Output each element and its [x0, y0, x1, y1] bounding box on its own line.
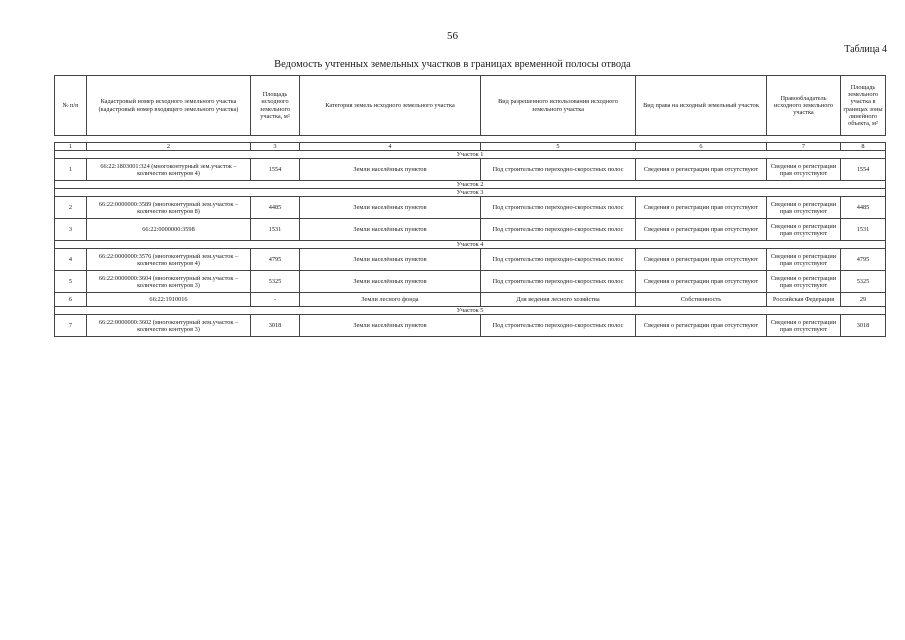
cell-owner: Сведения о регистрации прав отсутствуют — [767, 271, 841, 293]
col-header-zone-area: Площадь земельного участка в границах зоны линейного объекта, м² — [841, 76, 886, 136]
cell-category: Земли населённых пунктов — [300, 315, 481, 337]
col-header-cadastral: Кадастровый номер исходного земельного участка (кадастровый номер входящего земельного участка) — [87, 76, 251, 136]
table-row — [55, 271, 886, 293]
cell-number: 1 — [55, 159, 87, 181]
cell-owner: Сведения о регистрации прав отсутствуют — [767, 315, 841, 337]
column-number: 2 — [87, 143, 251, 151]
cell-number: 4 — [55, 249, 87, 271]
cell-permitted-use: Под строительство переходно-скоростных полос — [481, 271, 636, 293]
cell-right-type: Сведения о регистрации прав отсутствуют — [636, 159, 767, 181]
cell-cadastral: 66:22:0000000:3598 — [87, 219, 251, 241]
cell-permitted-use: Для ведения лесного хозяйства — [481, 293, 636, 307]
column-number: 6 — [636, 143, 767, 151]
col-header-owner: Правообладатель исходного земельного участка — [767, 76, 841, 136]
cell-zone-area: 4485 — [841, 197, 886, 219]
section-row — [55, 189, 886, 197]
cell-owner: Российская Федерация — [767, 293, 841, 307]
cell-permitted-use: Под строительство переходно-скоростных полос — [481, 159, 636, 181]
cell-zone-area: 29 — [841, 293, 886, 307]
col-header-right-type: Вид права на исходный земельный участок — [636, 76, 767, 136]
cell-right-type: Сведения о регистрации прав отсутствуют — [636, 219, 767, 241]
column-numbers-row — [55, 143, 886, 151]
column-number: 1 — [55, 143, 87, 151]
cell-category: Земли населённых пунктов — [300, 159, 481, 181]
cell-permitted-use: Под строительство переходно-скоростных полос — [481, 315, 636, 337]
cell-zone-area: 5325 — [841, 271, 886, 293]
cell-zone-area: 4795 — [841, 249, 886, 271]
cell-area: 1554 — [251, 159, 300, 181]
cell-cadastral: 66:22:1910016 — [87, 293, 251, 307]
cell-cadastral: 66:22:0000000:3576 (многоконтурный зем.участок – количество контуров 4) — [87, 249, 251, 271]
cell-permitted-use: Под строительство переходно-скоростных полос — [481, 249, 636, 271]
section-title: Участок 4 — [55, 241, 886, 249]
cell-right-type: Сведения о регистрации прав отсутствуют — [636, 197, 767, 219]
cell-category: Земли населённых пунктов — [300, 271, 481, 293]
section-title: Участок 1 — [55, 151, 886, 159]
cell-cadastral: 66:22:0000000:3604 (многоконтурный зем.участок – количество контуров 3) — [87, 271, 251, 293]
cell-area: 4485 — [251, 197, 300, 219]
section-row — [55, 307, 886, 315]
section-title: Участок 5 — [55, 307, 886, 315]
cell-category: Земли населённых пунктов — [300, 219, 481, 241]
section-title: Участок 3 — [55, 189, 886, 197]
section-row — [55, 181, 886, 189]
table-row — [55, 219, 886, 241]
cell-right-type: Сведения о регистрации прав отсутствуют — [636, 249, 767, 271]
document-title: Ведомость учтенных земельных участков в границах временной полосы отвода — [274, 59, 631, 70]
cell-area: 4795 — [251, 249, 300, 271]
table-label: Таблица 4 — [844, 44, 887, 55]
cell-right-type: Собственность — [636, 293, 767, 307]
cell-zone-area: 1554 — [841, 159, 886, 181]
cell-permitted-use: Под строительство переходно-скоростных полос — [481, 219, 636, 241]
cell-number: 3 — [55, 219, 87, 241]
col-header-area: Площадь исходного земельного участка, м² — [251, 76, 300, 136]
cell-area: 1531 — [251, 219, 300, 241]
cell-cadastral: 66:22:0000000:3589 (многоконтурный зем.участок – количество контуров 8) — [87, 197, 251, 219]
table-row — [55, 249, 886, 271]
cell-area: 3018 — [251, 315, 300, 337]
cell-number: 7 — [55, 315, 87, 337]
cell-right-type: Сведения о регистрации прав отсутствуют — [636, 315, 767, 337]
table-row — [55, 293, 886, 307]
cell-zone-area: 3018 — [841, 315, 886, 337]
cell-area: 5325 — [251, 271, 300, 293]
cell-category: Земли населённых пунктов — [300, 197, 481, 219]
land-plots-table — [54, 75, 886, 337]
col-header-permitted-use: Вид разрешенного использования исходного земельного участка — [481, 76, 636, 136]
header-row — [55, 76, 886, 136]
cell-number: 6 — [55, 293, 87, 307]
cell-zone-area: 1531 — [841, 219, 886, 241]
cell-right-type: Сведения о регистрации прав отсутствуют — [636, 271, 767, 293]
table-row — [55, 159, 886, 181]
column-number: 3 — [251, 143, 300, 151]
cell-category: Земли населённых пунктов — [300, 249, 481, 271]
cell-owner: Сведения о регистрации прав отсутствуют — [767, 197, 841, 219]
section-row — [55, 241, 886, 249]
cell-number: 5 — [55, 271, 87, 293]
cell-owner: Сведения о регистрации прав отсутствуют — [767, 219, 841, 241]
column-number: 8 — [841, 143, 886, 151]
cell-owner: Сведения о регистрации прав отсутствуют — [767, 159, 841, 181]
table-row — [55, 315, 886, 337]
section-title: Участок 2 — [55, 181, 886, 189]
col-header-category: Категория земель исходного земельного участка — [300, 76, 481, 136]
cell-permitted-use: Под строительство переходно-скоростных полос — [481, 197, 636, 219]
cell-cadastral: 66:22:1803001:324 (многоконтурный зем.участок – количество контуров 4) — [87, 159, 251, 181]
col-header-number: № п/п — [55, 76, 87, 136]
column-number: 7 — [767, 143, 841, 151]
column-number: 4 — [300, 143, 481, 151]
cell-cadastral: 66:22:0000000:3602 (многоконтурный зем.участок – количество контуров 3) — [87, 315, 251, 337]
section-row — [55, 151, 886, 159]
cell-number: 2 — [55, 197, 87, 219]
cell-category: Земли лесного фонда — [300, 293, 481, 307]
cell-area: - — [251, 293, 300, 307]
column-number: 5 — [481, 143, 636, 151]
cell-owner: Сведения о регистрации прав отсутствуют — [767, 249, 841, 271]
page-number: 56 — [447, 30, 458, 42]
table-row — [55, 197, 886, 219]
